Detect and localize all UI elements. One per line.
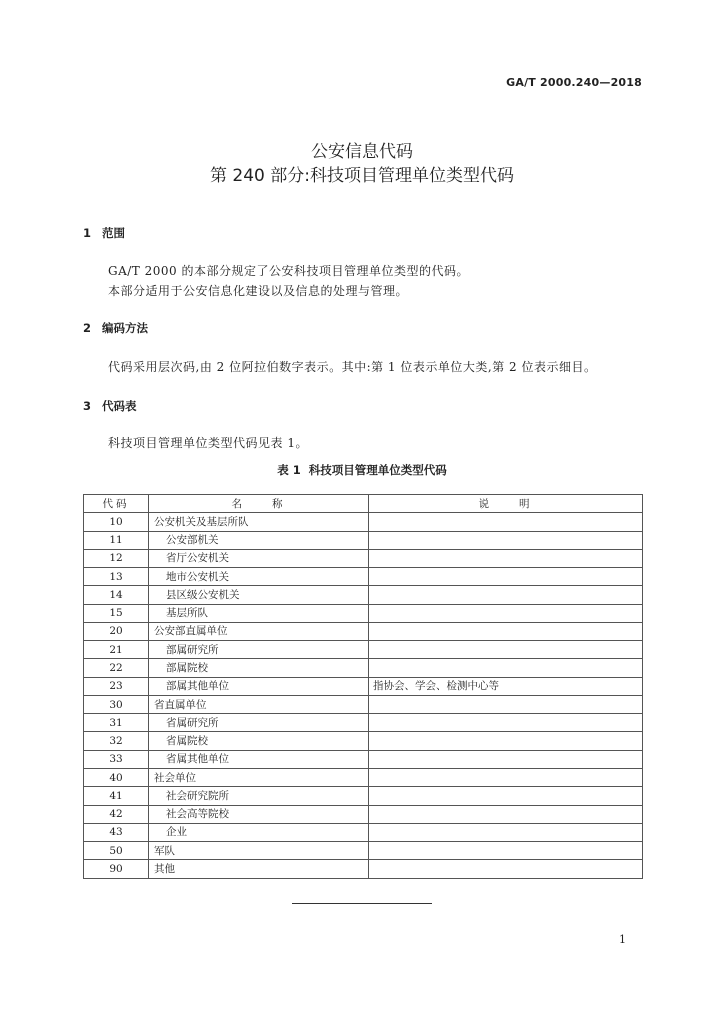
table-cell-note: [369, 586, 643, 604]
table-row: [84, 586, 643, 604]
table-cell-note: [369, 842, 643, 860]
table-row: [84, 568, 643, 586]
table-cell-code: 20: [84, 622, 149, 640]
table-row: [84, 787, 643, 805]
table-header-code: 代码: [84, 495, 149, 513]
table-cell-code: 13: [84, 568, 149, 586]
table-cell-code: 11: [84, 531, 149, 549]
table-row: [84, 823, 643, 841]
table-row: [84, 513, 643, 531]
section-number: 3: [83, 399, 92, 413]
table-cell-note: [369, 695, 643, 713]
table-cell-note: [369, 823, 643, 841]
paragraph: GA/T 2000 的本部分规定了公安科技项目管理单位类型的代码。: [108, 264, 469, 278]
page-number: 1: [619, 933, 626, 946]
table-cell-note: 指协会、学会、检测中心等: [369, 677, 643, 695]
section-title: 范围: [102, 226, 125, 240]
table-cell-name: 省属研究所: [149, 714, 369, 732]
table-cell-name: 省属院校: [149, 732, 369, 750]
table-row: [84, 750, 643, 768]
table-header-note: 说 明: [369, 495, 643, 513]
table-cell-name: 部属其他单位: [149, 677, 369, 695]
end-rule: [292, 903, 432, 904]
table-header-row: [84, 495, 643, 513]
table-cell-code: 41: [84, 787, 149, 805]
table-cell-name: 社会研究院所: [149, 787, 369, 805]
table-cell-name: 部属研究所: [149, 641, 369, 659]
section-title: 编码方法: [102, 321, 148, 335]
table-row: [84, 732, 643, 750]
table-row: [84, 695, 643, 713]
table-cell-note: [369, 732, 643, 750]
table-caption: 表 1 科技项目管理单位类型代码: [277, 463, 447, 477]
table-cell-code: 50: [84, 842, 149, 860]
table-cell-note: [369, 659, 643, 677]
table-cell-note: [369, 549, 643, 567]
table-cell-note: [369, 513, 643, 531]
code-table-body: [84, 513, 643, 878]
table-cell-name: 社会单位: [149, 768, 369, 786]
table-row: [84, 531, 643, 549]
table-row: [84, 805, 643, 823]
table-cell-name: 部属院校: [149, 659, 369, 677]
table-cell-name: 企业: [149, 823, 369, 841]
table-cell-code: 14: [84, 586, 149, 604]
table-cell-name: 省直属单位: [149, 695, 369, 713]
section-title: 代码表: [102, 399, 137, 413]
document-subtitle: 第 240 部分:科技项目管理单位类型代码: [210, 166, 514, 186]
table-cell-note: [369, 787, 643, 805]
table-cell-name: 公安部机关: [149, 531, 369, 549]
table-cell-name: 县区级公安机关: [149, 586, 369, 604]
table-cell-name: 省厅公安机关: [149, 549, 369, 567]
section-heading-coding-method: [83, 321, 148, 335]
table-row: [84, 768, 643, 786]
table-cell-code: 30: [84, 695, 149, 713]
table-cell-code: 23: [84, 677, 149, 695]
table-cell-name: 地市公安机关: [149, 568, 369, 586]
section-number: 2: [83, 321, 92, 335]
section-heading-code-table: [83, 399, 137, 413]
table-cell-name: 公安部直属单位: [149, 622, 369, 640]
table-cell-name: 军队: [149, 842, 369, 860]
table-cell-code: 90: [84, 860, 149, 878]
table-cell-note: [369, 714, 643, 732]
table-cell-note: [369, 860, 643, 878]
paragraph: 代码采用层次码,由 2 位阿拉伯数字表示。其中:第 1 位表示单位大类,第 2 位表示细目。: [108, 360, 597, 374]
table-cell-note: [369, 641, 643, 659]
table-cell-note: [369, 750, 643, 768]
table-cell-code: 31: [84, 714, 149, 732]
section-heading-scope: [83, 226, 125, 240]
table-cell-name: 其他: [149, 860, 369, 878]
table-row: [84, 714, 643, 732]
table-cell-code: 33: [84, 750, 149, 768]
table-cell-name: 公安机关及基层所队: [149, 513, 369, 531]
table-header-name: 名 称: [149, 495, 369, 513]
table-cell-note: [369, 768, 643, 786]
table-cell-note: [369, 622, 643, 640]
table-cell-code: 42: [84, 805, 149, 823]
paragraph: 科技项目管理单位类型代码见表 1。: [108, 436, 308, 450]
paragraph: 本部分适用于公安信息化建设以及信息的处理与管理。: [108, 284, 409, 298]
table-cell-name: 社会高等院校: [149, 805, 369, 823]
table-cell-name: 基层所队: [149, 604, 369, 622]
table-cell-code: 12: [84, 549, 149, 567]
table-cell-note: [369, 568, 643, 586]
document-number: GA/T 2000.240—2018: [506, 76, 642, 89]
table-cell-code: 32: [84, 732, 149, 750]
table-row: [84, 604, 643, 622]
table-cell-note: [369, 805, 643, 823]
table-cell-note: [369, 531, 643, 549]
table-cell-name: 省属其他单位: [149, 750, 369, 768]
table-cell-code: 15: [84, 604, 149, 622]
table-row: [84, 641, 643, 659]
table-cell-code: 43: [84, 823, 149, 841]
section-number: 1: [83, 226, 92, 240]
table-cell-note: [369, 604, 643, 622]
table-row: [84, 549, 643, 567]
table-cell-code: 22: [84, 659, 149, 677]
table-row: [84, 659, 643, 677]
code-table: [83, 494, 643, 879]
table-cell-code: 40: [84, 768, 149, 786]
table-row: [84, 860, 643, 878]
table-row: [84, 842, 643, 860]
table-cell-code: 10: [84, 513, 149, 531]
document-title: 公安信息代码: [311, 142, 413, 162]
table-row: [84, 622, 643, 640]
table-row: [84, 677, 643, 695]
code-table-head: [84, 495, 643, 513]
table-cell-code: 21: [84, 641, 149, 659]
